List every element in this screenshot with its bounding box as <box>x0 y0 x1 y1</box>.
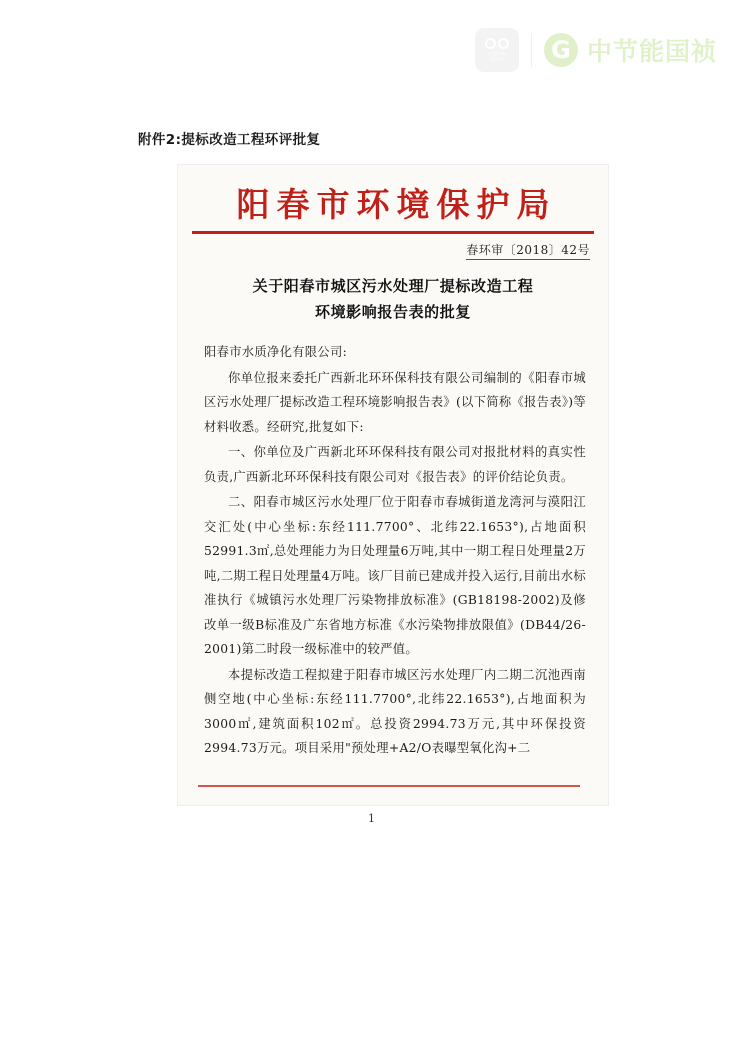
document-number: 春环审〔2018〕42号 <box>466 241 590 260</box>
badge-top-text: 中国节能 <box>488 50 506 56</box>
brand-name: 中节能国祯 <box>586 37 717 66</box>
page-number: 1 <box>368 812 375 825</box>
body-paragraph-2: 一、你单位及广西新北环环保科技有限公司对报批材料的真实性负责,广西新北环环保科技有限公司对《报告表》的评价结论负责。 <box>204 445 586 484</box>
document-heading-line1: 关于阳春市城区污水处理厂提标改造工程 <box>252 277 534 295</box>
badge-bottom-text: CECEP <box>489 56 505 62</box>
body-paragraph-3: 二、阳春市城区污水处理厂位于阳春市春城街道龙湾河与漠阳江交汇处(中心坐标:东经111.7700°、北纬22.1653°),占地面积52991.3㎡,总处理能力为日处理量6万吨,其中一期工程日处理量2万吨,二期工程日处理量4万吨。该厂目前已建成并投入运行,目前出水标准执行《城镇污水处理厂污染物排放标准》(GB18198-2002)及修改单一级B标准及广东省地方标准《水污染物排放限值》(DB44/26-2001)第二时段一级标准中的较严值。 <box>204 495 586 656</box>
document-body <box>204 340 586 762</box>
brand-logo <box>475 28 717 72</box>
body-paragraph-4: 本提标改造工程拟建于阳春市城区污水处理厂内二期二沉池西南侧空地(中心坐标:东经111.7700°,北纬22.1653°),占地面积为3000㎡,建筑面积102㎡。总投资2994.73万元,其中环保投资2994.73万元。项目采用"预处理+A2/O表曝型氧化沟+二 <box>204 667 586 755</box>
g-mark-icon: G <box>544 33 578 67</box>
body-paragraph-1: 你单位报来委托广西新北环环保科技有限公司编制的《阳春市城区污水处理厂提标改造工程环境影响报告表》(以下简称《报告表》)等材料收悉。经研究,批复如下: <box>204 370 586 434</box>
red-underline-annotation <box>198 785 580 787</box>
document-heading-line2: 环境影响报告表的批复 <box>314 303 471 321</box>
issuing-authority-title: 阳春市环境保护局 <box>236 185 557 224</box>
red-divider-rule <box>192 231 594 234</box>
attachment-caption: 附件2:提标改造工程环评批复 <box>138 132 321 148</box>
gear-pair-icon <box>485 38 509 49</box>
logo-divider <box>531 33 532 67</box>
cecep-badge-icon <box>475 28 519 72</box>
document-heading <box>208 273 578 325</box>
scanned-document <box>178 165 608 805</box>
addressee-line: 阳春市水质净化有限公司: <box>204 345 348 359</box>
